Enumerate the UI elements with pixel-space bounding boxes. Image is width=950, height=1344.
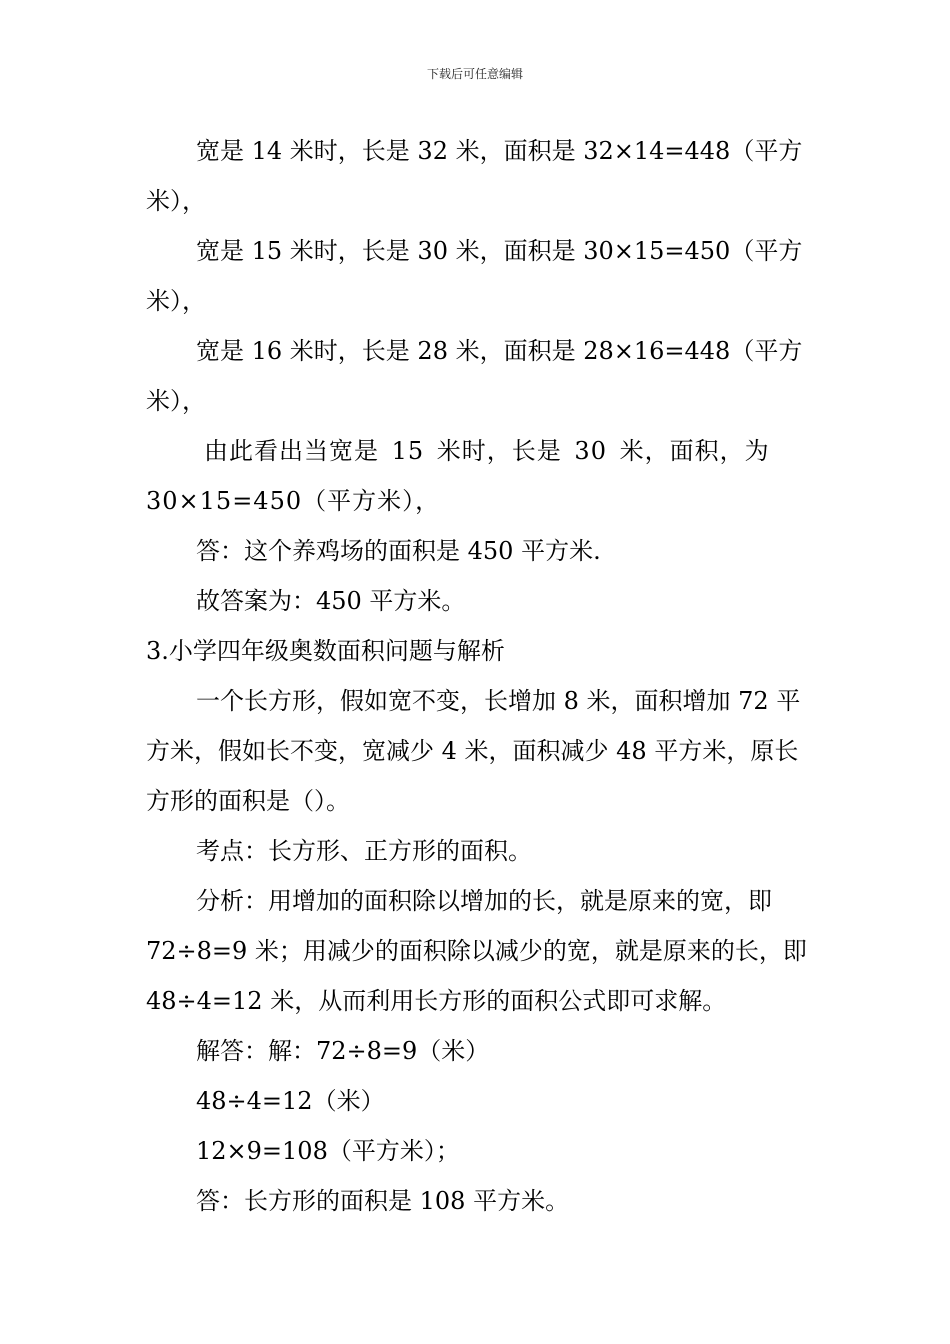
paragraph-analysis: 分析：用增加的面积除以增加的长，就是原来的宽，即 72÷8=9 米；用减少的面积除以减少的宽，就是原来的长，即 48÷4=12 米，从而利用长方形的面积公式即可求解。: [146, 887, 807, 1015]
paragraph-answer: 答：这个养鸡场的面积是 450 平方米.: [196, 537, 601, 565]
document-body: [146, 126, 816, 1226]
section-heading: 3.小学四年级奥数面积问题与解析: [146, 637, 505, 665]
paragraph-final-answer: 故答案为：450 平方米。: [196, 587, 466, 615]
paragraph-width-15: 宽是 15 米时，长是 30 米，面积是 30×15=450（平方米），: [146, 237, 803, 315]
paragraph-problem: 一个长方形，假如宽不变，长增加 8 米，面积增加 72 平方米，假如长不变，宽减少 4 米，面积减少 48 平方米，原长方形的面积是（）。: [146, 687, 801, 815]
paragraph-solution: 解答：解：72÷8=9（米）: [196, 1037, 490, 1065]
paragraph-step-area: 12×9=108（平方米）；: [196, 1137, 460, 1165]
page-header: 下载后可任意编辑: [426, 67, 523, 81]
paragraph-width-16: 宽是 16 米时，长是 28 米，面积是 28×16=448（平方米），: [146, 337, 803, 415]
paragraph-conclusion: 由此看出当宽是 15 米时，长是 30 米，面积，为 30×15=450（平方米），: [146, 437, 770, 515]
paragraph-width-14: 宽是 14 米时，长是 32 米，面积是 32×14=448（平方米），: [146, 137, 803, 215]
paragraph-area-answer: 答：长方形的面积是 108 平方米。: [196, 1187, 570, 1215]
paragraph-topic: 考点：长方形、正方形的面积。: [196, 837, 532, 865]
paragraph-step-length: 48÷4=12（米）: [196, 1087, 385, 1115]
